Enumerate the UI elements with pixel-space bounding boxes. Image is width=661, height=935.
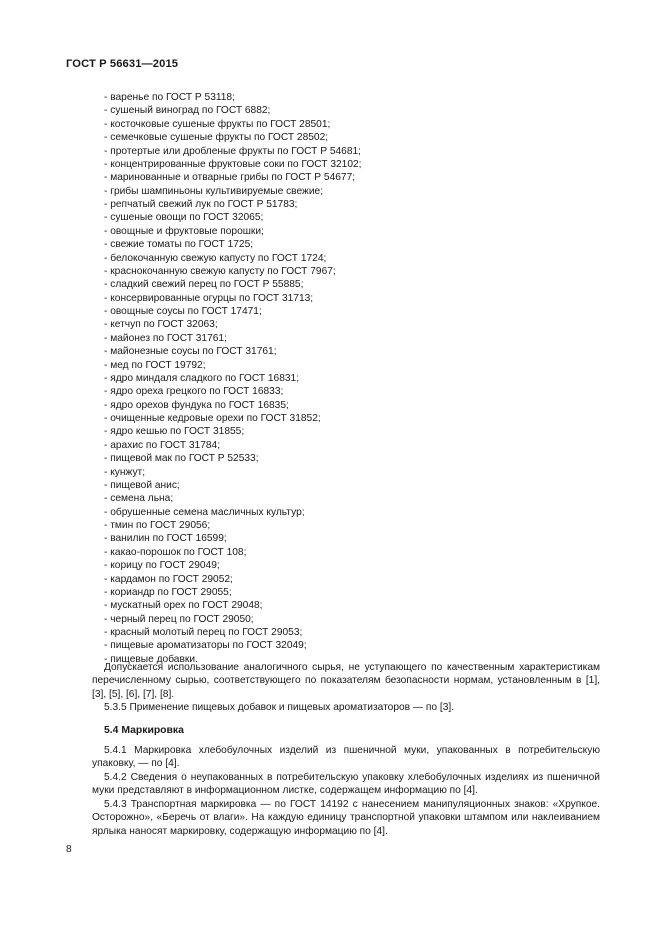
list-item: - сушеные овощи по ГОСТ 32065; [104,212,264,224]
list-item: - концентрированные фруктовые соки по ГОСТ 32102; [104,158,362,170]
list-item: - майонезные соусы по ГОСТ 31761; [104,346,277,358]
list-item: - пищевой анис; [104,479,180,491]
list-item: - майонез по ГОСТ 31761; [104,332,227,344]
ingredients-list [104,91,362,666]
list-item: - сладкий свежий перец по ГОСТ Р 55885; [104,279,304,291]
list-item: - грибы шампиньоны культивируемые свежие; [104,185,324,197]
paragraph-allowed-substitutes: Допускается использование аналогичного сырья, не уступающего по качественным характеристикам перечисленному сырью, соответствующего по показателям безопасности нормам, установленным в [1], [3], [5], [6], [7], [8]. [92,662,600,700]
list-item: - свежие томаты по ГОСТ 1725; [104,239,254,251]
list-item: - ванилин по ГОСТ 16599; [104,533,227,545]
list-item: - ядро кешью по ГОСТ 31855; [104,426,245,438]
list-item: - пищевые ароматизаторы по ГОСТ 32049; [104,640,307,652]
list-item: - ядро ореха грецкого по ГОСТ 16833; [104,386,284,398]
list-item: - кунжут; [104,466,146,478]
list-item: - кориандр по ГОСТ 29055; [104,586,232,598]
section-heading-5-4: 5.4 Маркировка [104,725,184,736]
list-item: - какао-порошок по ГОСТ 108; [104,546,247,558]
list-item: - мед по ГОСТ 19792; [104,359,206,371]
list-item: - косточковые сушеные фрукты по ГОСТ 28501; [104,118,331,130]
list-item: - семена льна; [104,493,174,505]
list-item: - варенье по ГОСТ Р 53118; [104,92,235,103]
list-item: - краснокочанную свежую капусту по ГОСТ 7967; [104,265,336,277]
paragraph-5-4-2: 5.4.2 Сведения о неупакованных в потребительскую упаковку хлебобулочных изделиях из пшеничной муки представляют в информационном листке, содержащем информацию по [4]. [92,772,600,797]
paragraph-5-4-1: 5.4.1 Маркировка хлебобулочных изделий из пшеничной муки, упакованных в потребительскую упаковку, — по [4]. [92,745,600,770]
list-item: - кетчуп по ГОСТ 32063; [104,319,218,331]
list-item: - очищенные кедровые орехи по ГОСТ 31852; [104,413,321,424]
list-item: - репчатый свежий лук по ГОСТ Р 51783; [104,199,298,210]
list-item: - ядро орехов фундука по ГОСТ 16835; [104,399,289,411]
list-item: - пищевые добавки. [104,653,198,665]
list-item: - ядро миндаля сладкого по ГОСТ 16831; [104,372,300,384]
list-item: - семечковые сушеные фрукты по ГОСТ 28502; [104,132,329,144]
list-item: - сушеный виноград по ГОСТ 6882; [104,105,271,117]
list-item: - красный молотый перец по ГОСТ 29053; [104,627,303,638]
list-item: - протертые или дробленые фрукты по ГОСТ Р 54681; [104,145,362,157]
list-item: - консервированные огурцы по ГОСТ 31713; [104,292,314,304]
list-item: - тмин по ГОСТ 29056; [104,520,211,531]
list-item: - овощные и фруктовые порошки; [104,225,264,237]
list-item: - арахис по ГОСТ 31784; [104,439,221,451]
list-item: - кардамон по ГОСТ 29052; [104,573,233,585]
paragraph-5-3-5: 5.3.5 Применение пищевых добавок и пищевых ароматизаторов — по [3]. [104,702,455,713]
list-item: - мускатный орех по ГОСТ 29048; [104,600,263,612]
list-item: - черный перец по ГОСТ 29050; [104,613,254,625]
list-item: - корицу по ГОСТ 29049; [104,560,220,572]
list-item: - пищевой мак по ГОСТ Р 52533; [104,453,259,465]
list-item: - маринованные и отварные грибы по ГОСТ Р 54677; [104,172,356,184]
page-number: 8 [66,844,72,855]
paragraph-5-4-3: 5.4.3 Транспортная маркировка — по ГОСТ 14192 с нанесением манипуляционных знаков: «Хрупкое. Осторожно», «Беречь от влаги». На каждую единицу транспортной упаковки штампом или наклеиванием ярлыка наносят маркировку, содержащую информацию по [4]. [92,799,600,837]
list-item: - белокочанную свежую капусту по ГОСТ 1724; [104,252,327,264]
list-item: - овощные соусы по ГОСТ 17471; [104,306,262,317]
document-header: ГОСТ Р 56631—2015 [66,58,179,70]
list-item: - обрушенные семена масличных культур; [104,506,305,518]
